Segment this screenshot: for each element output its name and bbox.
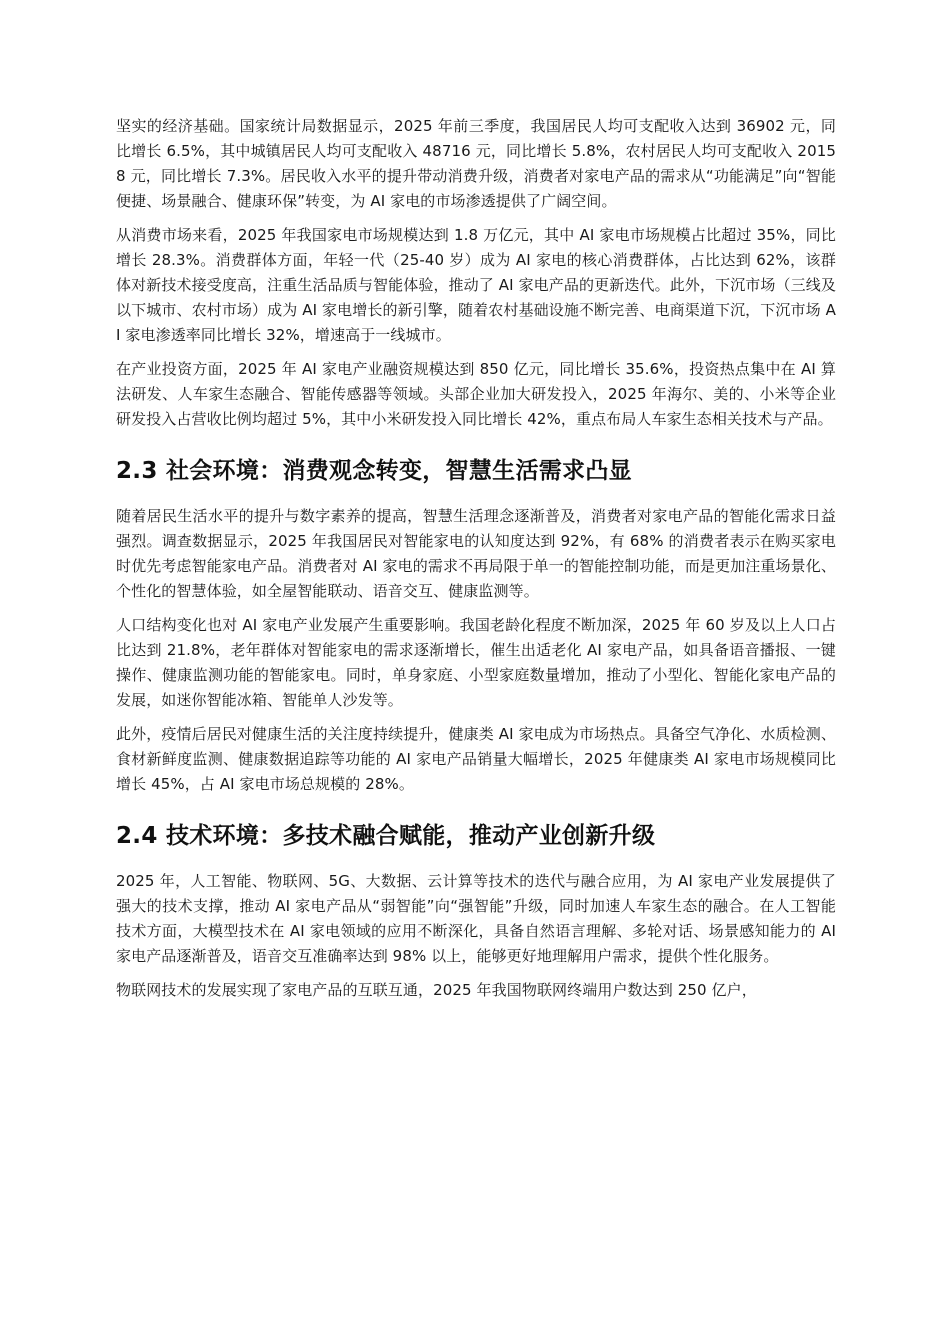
paragraph-consumer-market: 从消费市场来看，2025 年我国家电市场规模达到 1.8 万亿元，其中 AI 家电市场规模占比超过 35%，同比增长 28.3%。消费群体方面，年轻一代（25-40 岁）成为 AI 家电的核心消费群体，占比达到 62%，该群体对新技术接受度高，注重生活品质与智能体验，推动了 AI 家电产品的更新迭代。此外，下沉市场（三线及以下城市、农村市场）成为 AI 家电增长的新引擎，随着农村基础设施不断完善、电商渠道下沉，下沉市场 AI 家电渗透率同比增长 32%，增速高于一线城市。 bbox=[116, 226, 837, 344]
section-heading-2-3: 2.3 社会环境：消费观念转变，智慧生活需求凸显 bbox=[116, 458, 632, 484]
paragraph-technology-integration: 2025 年，人工智能、物联网、5G、大数据、云计算等技术的迭代与融合应用，为 AI 家电产业发展提供了强大的技术支撑，推动 AI 家电产品从“弱智能”向“强智能”升级，同时加速人车家生态的融合。在人工智能技术方面，大模型技术在 AI 家电领域的应用不断深化，具备自然语言理解、多轮对话、场景感知能力的 AI 家电产品逐渐普及，语音交互准确率达到 98% 以上，能够更好地理解用户需求，提供个性化服务。 bbox=[116, 872, 836, 965]
paragraph-economic-basis: 坚实的经济基础。国家统计局数据显示，2025 年前三季度，我国居民人均可支配收入达到 36902 元，同比增长 6.5%，其中城镇居民人均可支配收入 48716 元，同比增长 5.8%，农村居民人均可支配收入 20158 元，同比增长 7.3%。居民收入水平的提升带动消费升级，消费者对家电产品的需求从“功能满足”向“智能便捷、场景融合、健康环保”转变，为 AI 家电的市场渗透提供了广阔空间。 bbox=[116, 117, 836, 210]
paragraph-iot-development: 物联网技术的发展实现了家电产品的互联互通，2025 年我国物联网终端用户数达到 250 亿户， bbox=[116, 981, 757, 999]
paragraph-smart-living-demand: 随着居民生活水平的提升与数字素养的提高，智慧生活理念逐渐普及，消费者对家电产品的智能化需求日益强烈。调查数据显示，2025 年我国居民对智能家电的认知度达到 92%，有 68% 的消费者表示在购买家电时优先考虑智能家电产品。消费者对 AI 家电的需求不再局限于单一的智能控制功能，而是更加注重场景化、个性化的智慧体验，如全屋智能联动、语音交互、健康监测等。 bbox=[116, 507, 836, 600]
paragraph-industry-investment: 在产业投资方面，2025 年 AI 家电产业融资规模达到 850 亿元，同比增长 35.6%，投资热点集中在 AI 算法研发、人车家生态融合、智能传感器等领域。头部企业加大研发投入，2025 年海尔、美的、小米等企业研发投入占营收比例均超过 5%，其中小米研发投入同比增长 42%，重点布局人车家生态相关技术与产品。 bbox=[116, 360, 836, 428]
paragraph-health-appliances: 此外，疫情后居民对健康生活的关注度持续提升，健康类 AI 家电成为市场热点。具备空气净化、水质检测、食材新鲜度监测、健康数据追踪等功能的 AI 家电产品销量大幅增长，2025 年健康类 AI 家电市场规模同比增长 45%，占 AI 家电市场总规模的 28%。 bbox=[116, 725, 836, 793]
section-heading-2-4: 2.4 技术环境：多技术融合赋能，推动产业创新升级 bbox=[116, 823, 656, 849]
document-page bbox=[116, 114, 836, 1012]
paragraph-population-structure: 人口结构变化也对 AI 家电产业发展产生重要影响。我国老龄化程度不断加深，2025 年 60 岁及以上人口占比达到 21.8%，老年群体对智能家电的需求逐渐增长，催生出适老化 AI 家电产品，如具备语音播报、一键操作、健康监测功能的智能家电。同时，单身家庭、小型家庭数量增加，推动了小型化、智能化家电产品的发展，如迷你智能冰箱、智能单人沙发等。 bbox=[116, 616, 836, 709]
